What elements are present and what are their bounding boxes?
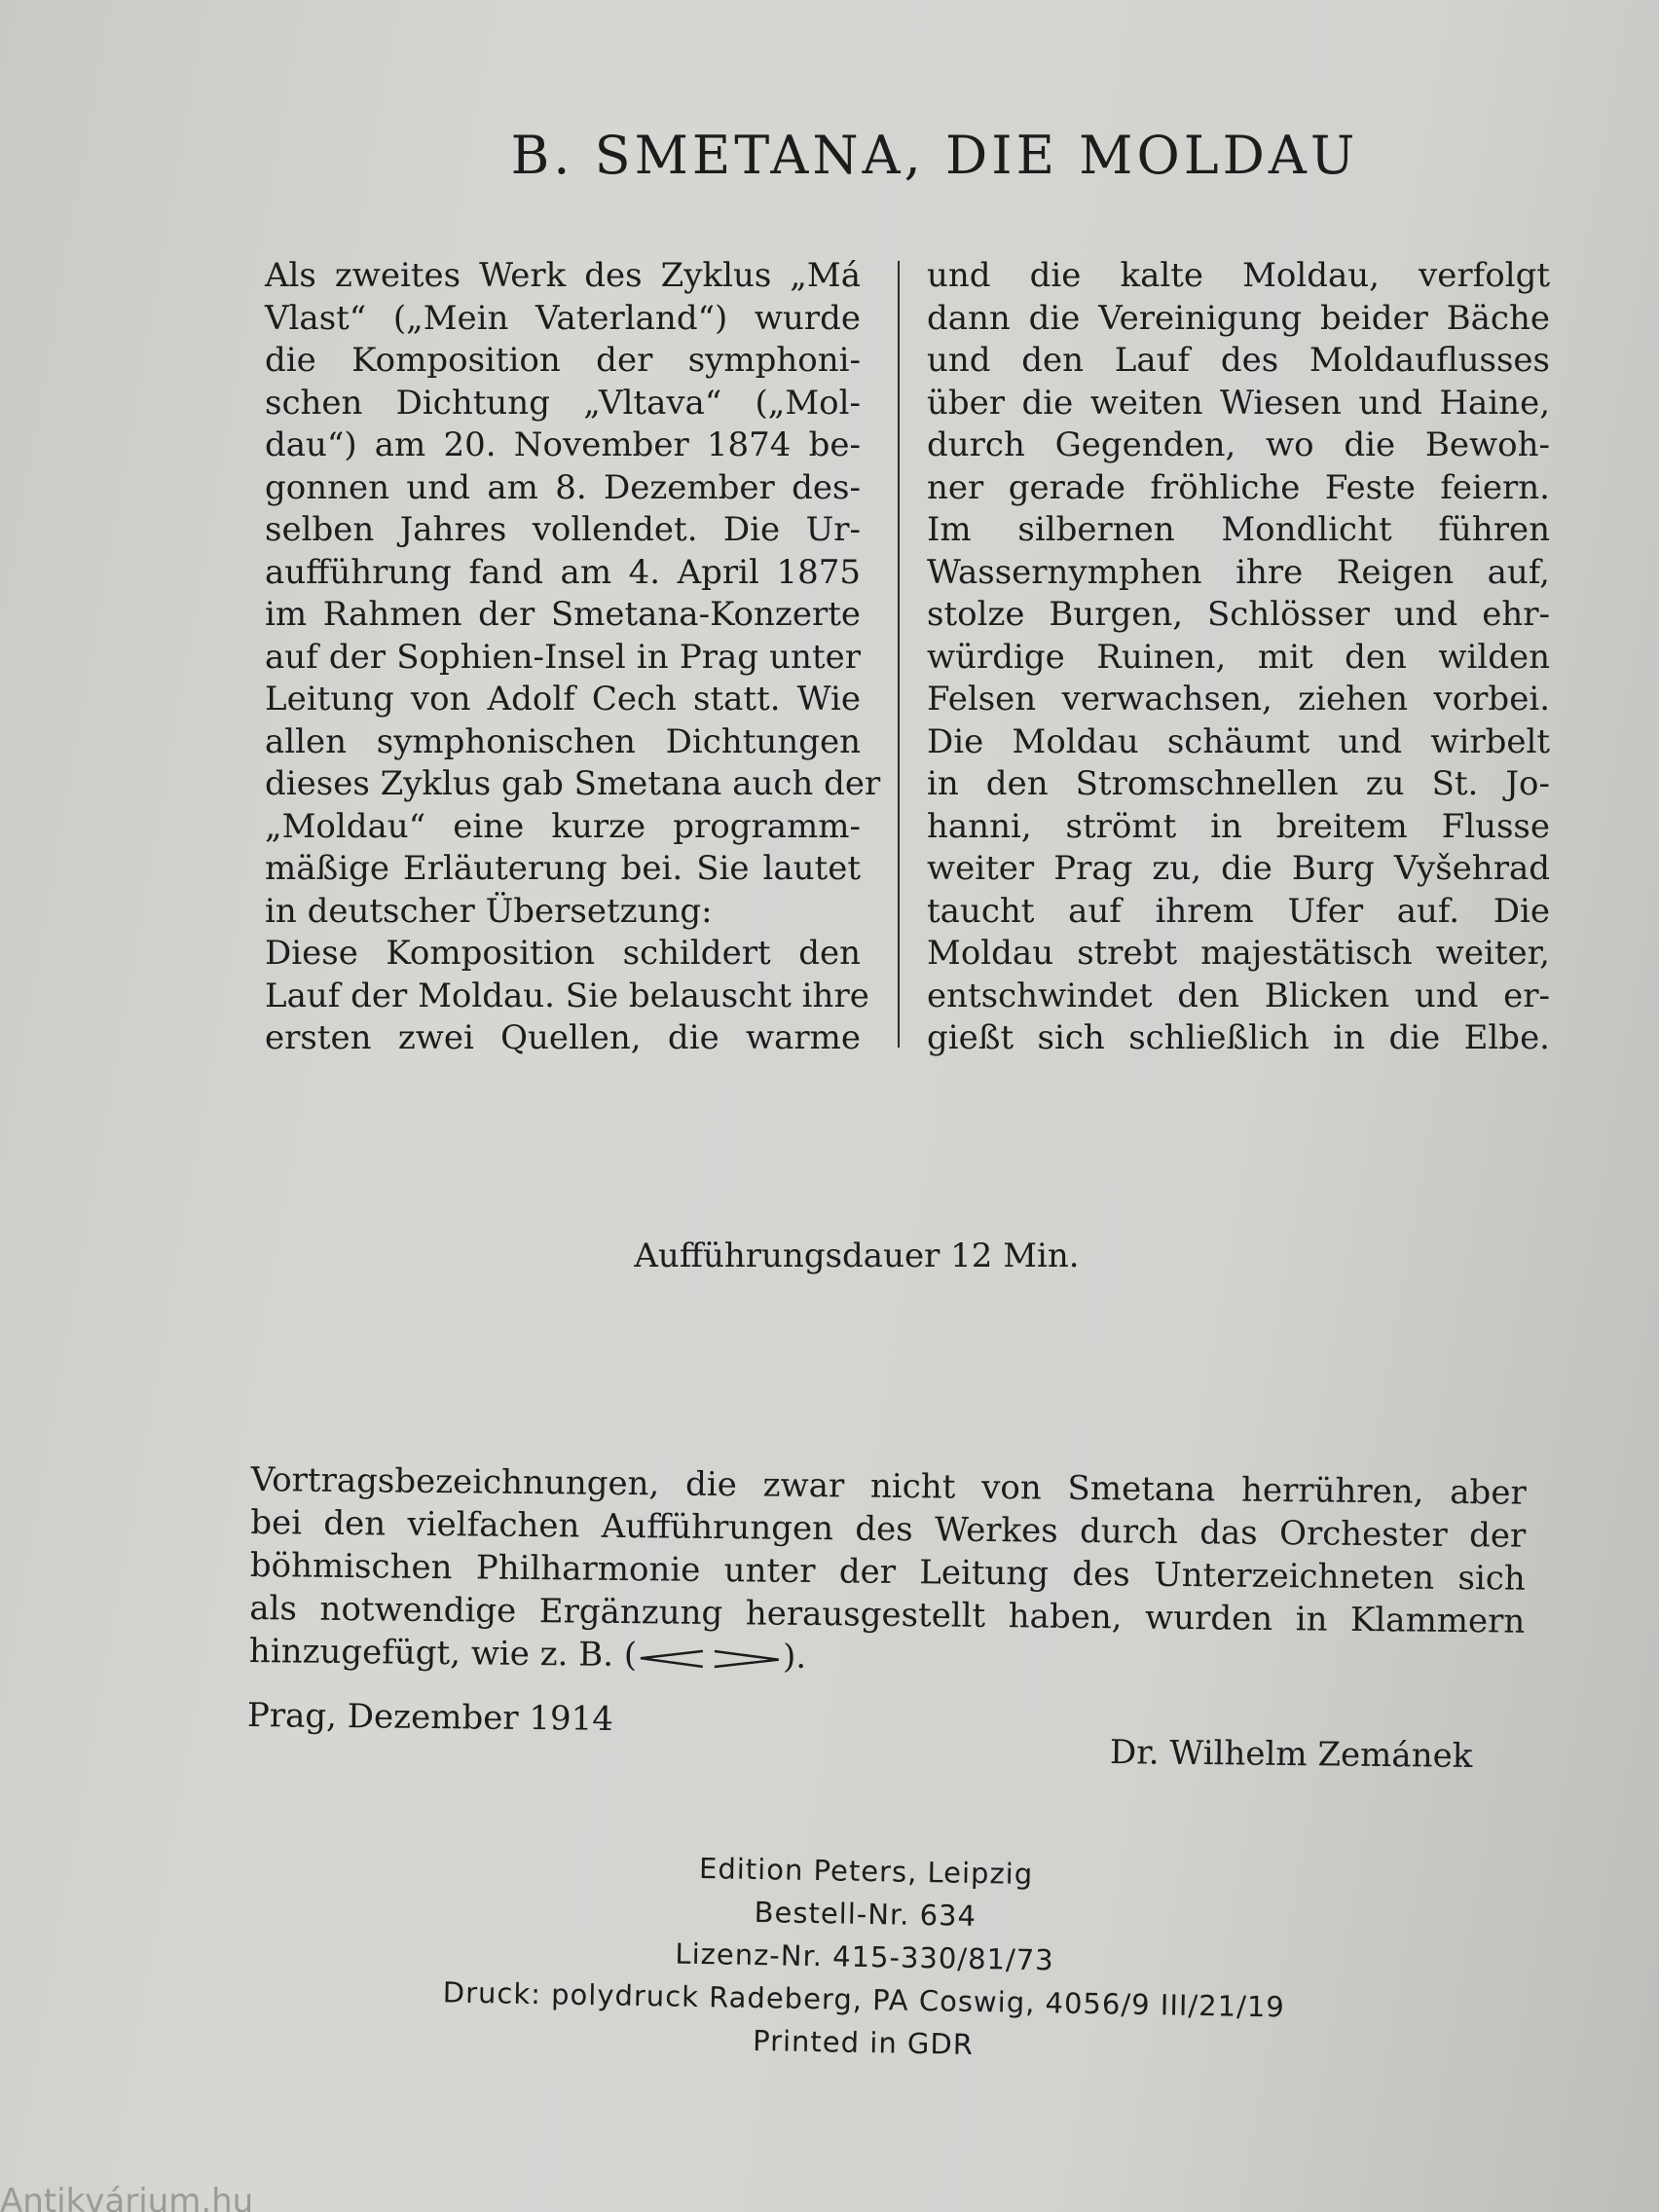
text-line: dieses Zyklus gab Smetana auch der <box>265 764 881 803</box>
editorial-note <box>249 1458 1527 1686</box>
text-line: selben Jahres vollendet. Die Ur- <box>265 510 861 549</box>
text-line: bei den vielfachen Aufführungen des Werkes durch das Orchester der <box>250 1502 1527 1556</box>
column-divider <box>898 261 900 1048</box>
page-title: B. SMETANA, DIE MOLDAU <box>510 125 1359 186</box>
text-line: und den Lauf des Moldauflusses <box>927 341 1550 380</box>
text-line: weiter Prag zu, die Burg Vyšehrad <box>927 849 1550 888</box>
text-line: allen symphonischen Dichtungen <box>265 721 861 761</box>
text-line: gießt sich schließlich in die Elbe. <box>927 1018 1550 1057</box>
text-line: Als zweites Werk des Zyklus „Má <box>265 256 861 295</box>
text-line: die Komposition der symphoni- <box>265 341 861 380</box>
note-line-start: hinzugefügt, wie z. B. ( <box>248 1631 638 1676</box>
right-text-column <box>927 255 1550 1060</box>
text-line: Im silbernen Mondlicht führen <box>927 510 1550 549</box>
text-line: durch Gegenden, wo die Bewoh- <box>927 425 1550 464</box>
text-line: taucht auf ihrem Ufer auf. Die <box>927 891 1550 931</box>
text-line: böhmischen Philharmonie unter der Leitung des Unterzeichneten sich <box>249 1545 1526 1599</box>
text-line: auf der Sophien-Insel in Prag unter <box>265 637 861 677</box>
text-line: schen Dichtung „Vltava“ („Mol- <box>265 383 861 423</box>
text-line: würdige Ruinen, mit den wilden <box>927 637 1550 677</box>
publisher-imprint <box>415 1842 1314 2072</box>
text-line: Vortragsbezeichnungen, die zwar nicht von Smetana herrühren, aber <box>250 1459 1527 1513</box>
text-line: als notwendige Ergänzung herausgestellt haben, wurden in Klammern <box>249 1588 1526 1641</box>
crescendo-decrescendo-icon <box>637 1644 783 1672</box>
text-line: entschwindet den Blicken und er- <box>927 976 1550 1015</box>
text-line: „Moldau“ eine kurze programm- <box>265 806 861 846</box>
imprint-line: Printed in GDR <box>752 2023 975 2061</box>
text-line: in den Stromschnellen zu St. Jo- <box>927 764 1550 803</box>
text-line: im Rahmen der Smetana-Konzerte <box>265 595 861 634</box>
text-line: ersten zwei Quellen, die warme <box>265 1018 861 1057</box>
text-line: Die Moldau schäumt und wirbelt <box>927 721 1550 761</box>
imprint-line: Lizenz-Nr. 415-330/81/73 <box>675 1936 1054 1977</box>
text-line: Vlast“ („Mein Vaterland“) wurde <box>265 298 861 338</box>
text-line: in deutscher Übersetzung: <box>265 891 713 931</box>
imprint-line: Edition Peters, Leipzig <box>698 1852 1034 1891</box>
text-line: Leitung von Adolf Cech statt. Wie <box>265 680 861 719</box>
imprint-line: Bestell-Nr. 634 <box>754 1895 977 1933</box>
signature: Dr. Wilhelm Zemánek <box>1109 1733 1473 1776</box>
imprint-line: Druck: polydruck Radeberg, PA Coswig, 4056/9 III/21/19 <box>442 1975 1286 2024</box>
text-line: Diese Komposition schildert den <box>265 934 861 973</box>
text-line: ner gerade fröhliche Feste feiern. <box>927 467 1550 507</box>
text-line: gonnen und am 8. Dezember des- <box>265 467 861 507</box>
place-date: Prag, Dezember 1914 <box>246 1696 614 1739</box>
watermark: Antikvárium.hu <box>0 2185 254 2212</box>
text-line: aufführung fand am 4. April 1875 <box>265 552 861 592</box>
text-line: mäßige Erläuterung bei. Sie lautet <box>265 849 861 888</box>
performance-duration: Aufführungsdauer 12 Min. <box>634 1236 1080 1275</box>
text-line: dau“) am 20. November 1874 be- <box>265 425 861 464</box>
text-line: über die weiten Wiesen und Haine, <box>927 383 1550 423</box>
text-line: Moldau strebt majestätisch weiter, <box>927 934 1550 973</box>
text-line: Wassernymphen ihre Reigen auf, <box>927 552 1550 592</box>
text-line: hanni, strömt in breitem Flusse <box>927 806 1550 846</box>
text-line: und die kalte Moldau, verfolgt <box>927 256 1550 295</box>
text-line: Felsen verwachsen, ziehen vorbei. <box>927 680 1550 719</box>
text-line: Lauf der Moldau. Sie belauscht ihre <box>265 976 869 1015</box>
note-line-end: ). <box>782 1637 807 1677</box>
left-text-column <box>265 255 881 1060</box>
text-line: stolze Burgen, Schlösser und ehr- <box>927 595 1550 634</box>
text-line: dann die Vereinigung beider Bäche <box>927 298 1550 338</box>
